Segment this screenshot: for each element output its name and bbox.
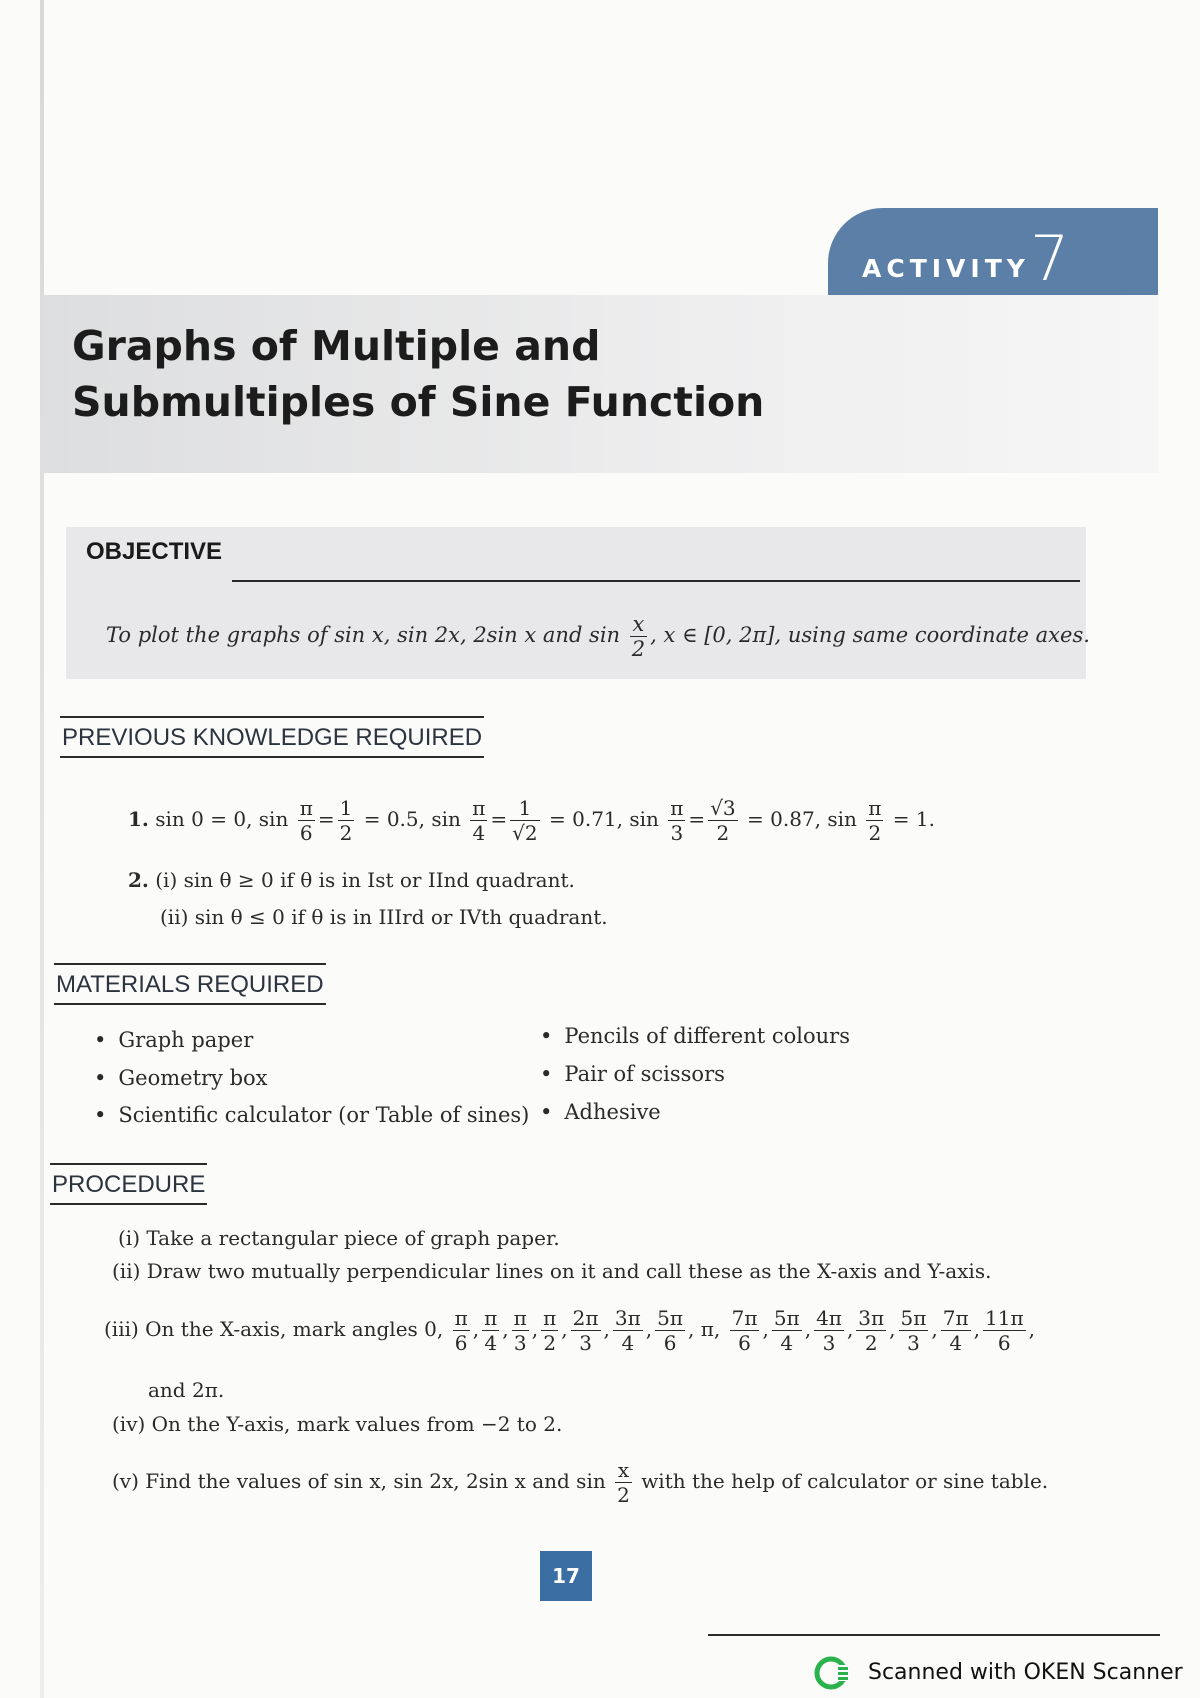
frac-denominator: 4 — [949, 1331, 963, 1355]
frac-denominator: 2 — [543, 1331, 557, 1355]
frac-numerator: π — [513, 1306, 527, 1330]
equals-sign: = — [490, 807, 508, 831]
frac-denominator: 3 — [513, 1331, 527, 1355]
frac-numerator: 2π — [572, 1306, 599, 1330]
previous-knowledge-heading: PREVIOUS KNOWLEDGE REQUIRED — [60, 716, 484, 758]
frac-numerator: π — [299, 796, 313, 820]
page-spine-shadow — [40, 0, 44, 1698]
frac-denominator: 4 — [484, 1331, 498, 1355]
procedure-heading: PROCEDURE — [50, 1163, 207, 1205]
frac-denominator: 6 — [454, 1331, 468, 1355]
material-item: • Scientific calculator (or Table of sines) — [94, 1103, 529, 1127]
frac-numerator: 1 — [510, 796, 539, 821]
knowledge-text: (i) sin θ ≥ 0 if θ is in Ist or IInd quadrant. — [155, 868, 575, 892]
frac-denominator: √2 — [512, 821, 538, 845]
frac-denominator: 3 — [907, 1331, 920, 1355]
material-item: • Graph paper — [94, 1028, 253, 1052]
knowledge-text: sin 0 = 0, sin — [155, 807, 289, 831]
frac-denominator: 4 — [472, 821, 486, 845]
frac-denominator: 3 — [579, 1331, 592, 1355]
comma: , — [846, 1317, 854, 1341]
angle-list — [450, 1306, 695, 1355]
frac-numerator: x — [615, 1458, 632, 1483]
frac-numerator: 3π — [614, 1306, 641, 1330]
procedure-step-ii: (ii) Draw two mutually perpendicular lines on it and call these as the X-axis and Y-axis. — [112, 1259, 992, 1283]
angle-fraction — [772, 1306, 802, 1355]
fraction — [708, 796, 737, 845]
material-item: • Pair of scissors — [540, 1062, 725, 1086]
frac-numerator: x — [630, 612, 647, 637]
procedure-step-iv: (iv) On the Y-axis, mark values from −2 to 2. — [112, 1412, 563, 1436]
frac-numerator: 7π — [731, 1306, 758, 1330]
knowledge-text: = 0.87, sin — [747, 807, 857, 831]
angle-fraction — [730, 1306, 760, 1355]
scanner-logo-icon — [814, 1656, 854, 1690]
comma: , — [531, 1317, 539, 1341]
material-item: • Pencils of different colours — [540, 1024, 850, 1048]
comma: , — [762, 1317, 769, 1341]
knowledge-item-1 — [128, 796, 935, 845]
comma: , — [561, 1317, 568, 1341]
frac-denominator: 6 — [663, 1331, 677, 1355]
knowledge-text: = 0.71, sin — [549, 807, 659, 831]
comma: , — [931, 1317, 938, 1341]
knowledge-text: = 1. — [892, 807, 935, 831]
angle-fraction — [512, 1306, 529, 1355]
frac-numerator: π — [543, 1306, 557, 1330]
frac-denominator: 3 — [822, 1331, 836, 1355]
page-title: Graphs of Multiple and Submultiples of Sine Function — [72, 322, 765, 426]
angle-fraction — [453, 1306, 470, 1355]
frac-numerator: π — [868, 796, 882, 820]
frac-denominator: 4 — [621, 1331, 635, 1355]
frac-denominator: 2 — [716, 821, 730, 845]
footer-rule — [708, 1634, 1160, 1636]
frac-denominator: 3 — [670, 821, 684, 845]
frac-numerator: π — [472, 796, 486, 820]
frac-denominator: 6 — [738, 1331, 751, 1355]
equals-sign: = — [688, 807, 706, 831]
frac-denominator: 2 — [617, 1483, 630, 1507]
angle-fraction — [655, 1306, 685, 1355]
angle-fraction — [899, 1306, 929, 1355]
knowledge-item-2 — [128, 868, 575, 892]
equals-sign: = — [317, 807, 335, 831]
fraction — [298, 796, 315, 845]
angle-fraction — [482, 1306, 499, 1355]
comma: , — [889, 1317, 896, 1341]
page-number: 17 — [540, 1551, 592, 1601]
comma: , — [804, 1317, 812, 1341]
procedure-step-v — [112, 1458, 1048, 1507]
procedure-step-i: (i) Take a rectangular piece of graph paper. — [118, 1226, 560, 1250]
activity-label: ACTIVITY — [862, 254, 1030, 283]
comma: , — [973, 1317, 980, 1341]
frac-numerator: 5π — [657, 1306, 683, 1330]
fraction — [866, 796, 883, 845]
comma: , — [603, 1317, 610, 1341]
frac-denominator: 4 — [780, 1331, 794, 1355]
frac-numerator: π — [484, 1306, 498, 1330]
angle-fraction — [941, 1306, 971, 1355]
fraction — [338, 796, 355, 845]
step-text: with the help of calculator or sine table. — [641, 1469, 1049, 1493]
material-item: • Geometry box — [94, 1066, 268, 1090]
frac-denominator: 2 — [864, 1331, 878, 1355]
objective-text — [106, 612, 1090, 661]
frac-numerator: 7π — [942, 1306, 969, 1330]
objective-text-a: To plot the graphs of sin x, sin 2x, 2sin x and sin — [106, 623, 627, 647]
step-label: (iii) — [104, 1317, 139, 1341]
material-item: • Adhesive — [540, 1100, 661, 1124]
activity-number: 7 — [1030, 222, 1070, 295]
frac-numerator: 11π — [985, 1306, 1024, 1330]
frac-numerator: π — [670, 796, 684, 820]
item-number: 1. — [128, 807, 149, 831]
frac-numerator: √3 — [710, 796, 736, 820]
angle-pi: π, — [700, 1317, 721, 1341]
step-text: (v) Find the values of sin x, sin 2x, 2sin x and sin — [112, 1469, 606, 1493]
fraction — [470, 796, 487, 845]
materials-heading: MATERIALS REQUIRED — [54, 963, 326, 1005]
frac-denominator: 6 — [997, 1331, 1011, 1355]
angle-fraction — [541, 1306, 558, 1355]
frac-denominator: 2 — [868, 821, 882, 845]
objective-rule — [232, 580, 1080, 582]
comma: , — [472, 1317, 480, 1341]
fraction — [668, 796, 685, 845]
angle-list — [727, 1306, 1035, 1355]
frac-numerator: 5π — [900, 1306, 927, 1330]
frac-numerator: 4π — [816, 1306, 842, 1330]
angle-fraction — [814, 1306, 844, 1355]
frac-denominator: 2 — [631, 637, 646, 661]
fraction — [510, 796, 539, 845]
procedure-step-iii — [104, 1306, 1035, 1355]
objective-heading: OBJECTIVE — [86, 538, 223, 565]
comma: , — [502, 1317, 509, 1341]
frac-numerator: 3π — [858, 1306, 885, 1330]
comma: , — [1028, 1317, 1035, 1341]
knowledge-text: = 0.5, sin — [363, 807, 461, 831]
frac-numerator: 1 — [339, 796, 353, 820]
procedure-step-iii-end: and 2π. — [148, 1378, 225, 1402]
frac-denominator: 2 — [339, 821, 353, 845]
frac-numerator: π — [454, 1306, 468, 1330]
comma: , — [688, 1317, 695, 1341]
frac-denominator: 6 — [299, 821, 313, 845]
objective-fraction — [630, 612, 647, 661]
frac-numerator: 5π — [773, 1306, 800, 1330]
comma: , — [645, 1317, 653, 1341]
knowledge-item-2-ii: (ii) sin θ ≤ 0 if θ is in IIIrd or IVth quadrant. — [160, 905, 608, 929]
step-text: On the X-axis, mark angles 0, — [145, 1317, 444, 1341]
angle-fraction — [856, 1306, 886, 1355]
angle-fraction — [613, 1306, 643, 1355]
objective-text-b: , x ∈ [0, 2π], using same coordinate axes. — [650, 623, 1090, 647]
scanner-watermark: Scanned with OKEN Scanner — [868, 1660, 1183, 1685]
angle-fraction — [983, 1306, 1026, 1355]
angle-fraction — [571, 1306, 601, 1355]
fraction — [615, 1458, 632, 1507]
item-number: 2. — [128, 868, 149, 892]
